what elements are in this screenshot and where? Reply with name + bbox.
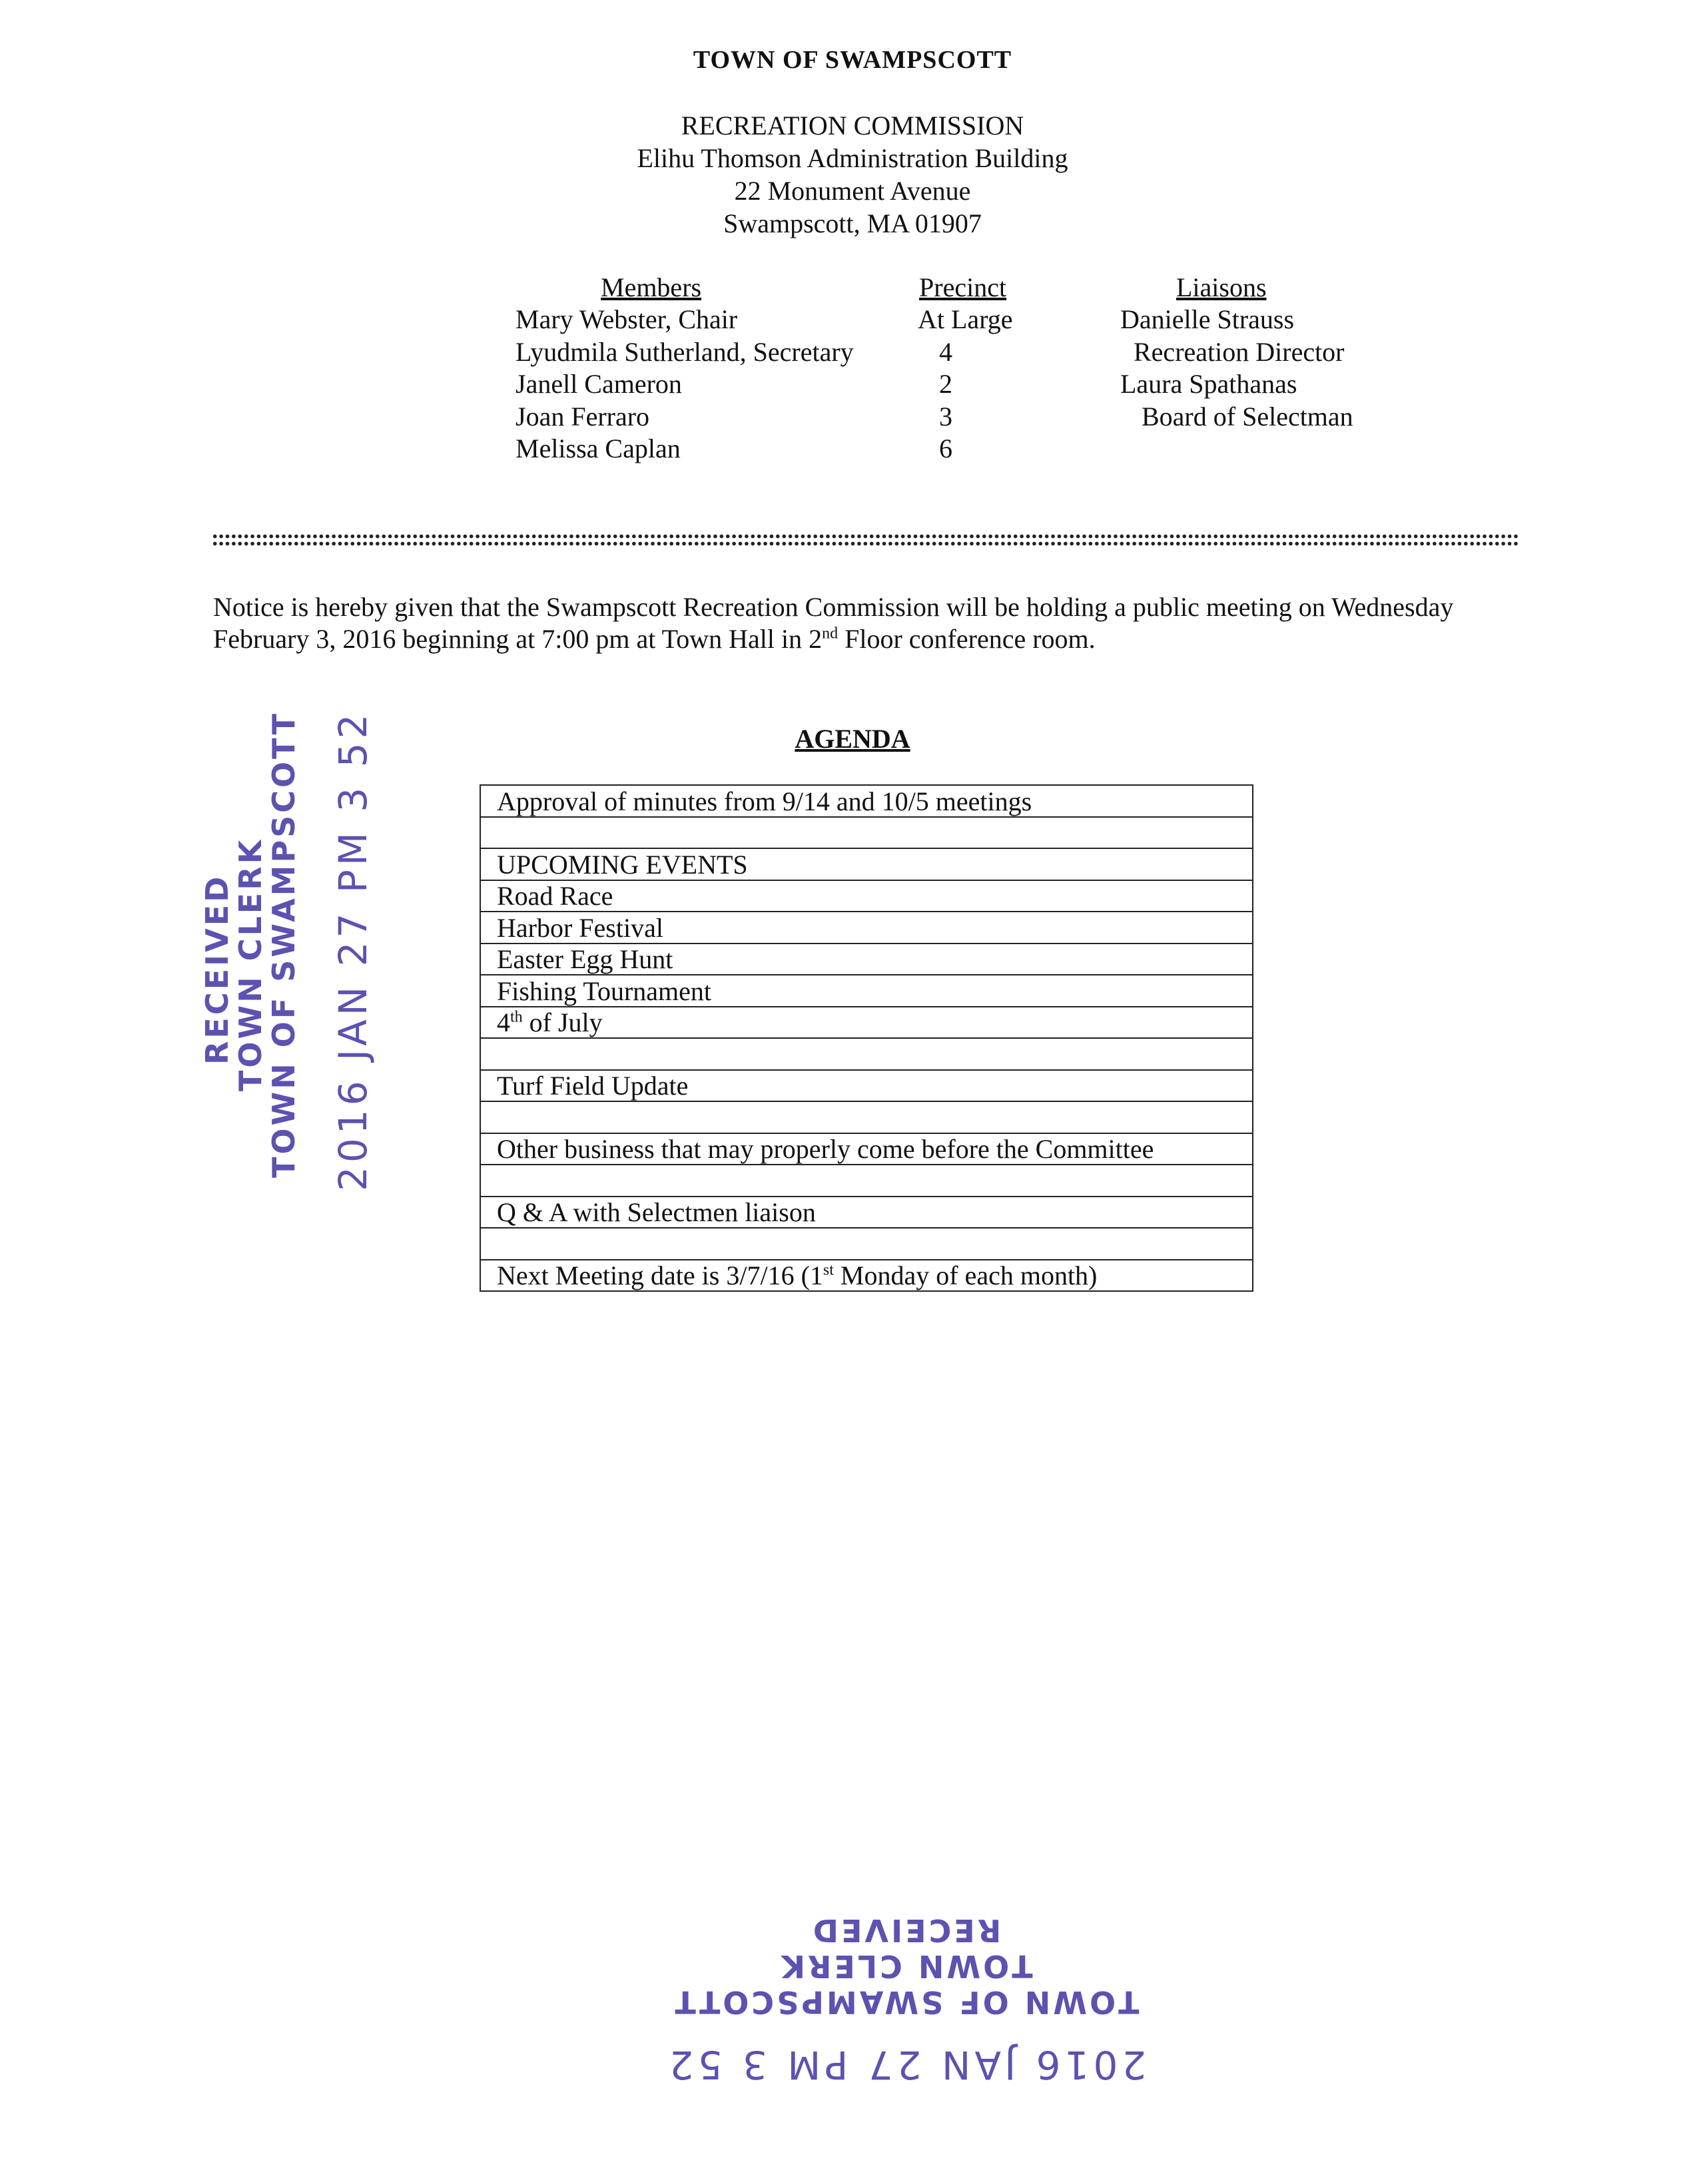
agenda-row — [480, 1133, 1253, 1165]
agenda-row — [480, 1038, 1253, 1070]
document-title: TOWN OF SWAMPSCOTT — [693, 46, 1012, 74]
liaison-name: Laura Spathanas — [1120, 369, 1297, 399]
liaison-name: Danielle Strauss — [1120, 304, 1295, 334]
agenda-row — [480, 1101, 1253, 1133]
liaisons-heading: Liaisons — [1176, 272, 1267, 302]
liaisons-list — [1120, 304, 1353, 433]
city-address: Swampscott, MA 01907 — [723, 208, 982, 238]
member-precinct: 4 — [939, 336, 952, 367]
july-number: 4 — [497, 1007, 510, 1037]
member-name: Janell Cameron — [515, 369, 682, 399]
agenda-item — [480, 1260, 1253, 1292]
stamp-line-4: 2016 JAN 27 PM 3 52 — [330, 710, 376, 1191]
agenda-row — [480, 1070, 1253, 1102]
notice-line-2 — [213, 623, 1532, 655]
notice-text: Floor conference room. — [838, 624, 1096, 654]
agenda-item — [480, 1038, 1253, 1070]
agenda-row — [480, 1228, 1253, 1260]
agenda-row — [480, 1007, 1253, 1039]
member-name: Joan Ferraro — [515, 401, 650, 431]
agenda-item: Fishing Tournament — [480, 975, 1253, 1007]
agenda-item: Q & A with Selectmen liaison — [480, 1197, 1253, 1228]
commission-name: RECREATION COMMISSION — [681, 111, 1024, 140]
agenda-item: Road Race — [480, 880, 1253, 912]
members-heading: Members — [601, 272, 702, 302]
july-text: of July — [522, 1007, 603, 1037]
stamp-line-3: TOWN OF SWAMPSCOTT — [266, 711, 302, 1178]
agenda-item: Easter Egg Hunt — [480, 944, 1253, 975]
agenda-row — [480, 848, 1253, 880]
precinct-heading: Precinct — [919, 272, 1007, 302]
member-name: Melissa Caplan — [515, 433, 681, 463]
agenda-row — [480, 912, 1253, 944]
agenda-item — [480, 1165, 1253, 1197]
agenda-item: Turf Field Update — [480, 1070, 1253, 1102]
agenda-row — [480, 880, 1253, 912]
ordinal-suffix: nd — [822, 625, 839, 643]
street-address: 22 Monument Avenue — [734, 176, 971, 206]
liaison-role: Board of Selectman — [1142, 401, 1353, 431]
stamp-inv-line-1: RECEIVED — [810, 1912, 1002, 1948]
agenda-table — [480, 784, 1253, 1292]
agenda-item — [480, 1101, 1253, 1133]
stamp-line-1: RECEIVED — [199, 874, 236, 1065]
member-precinct: At Large — [918, 304, 1013, 334]
building-name: Elihu Thomson Administration Building — [637, 143, 1068, 173]
stamp-line-2: TOWN CLERK — [232, 837, 269, 1091]
notice-line-1: Notice is hereby given that the Swampscott Recreation Commission will be holding a public meeting on Wednesday — [213, 592, 1454, 622]
precinct-list — [918, 304, 1013, 465]
member-precinct: 2 — [939, 369, 952, 399]
next-meeting-text: Next Meeting date is 3/7/16 (1 — [497, 1260, 823, 1290]
meeting-notice — [213, 591, 1532, 655]
agenda-row — [480, 785, 1253, 817]
member-precinct: 6 — [939, 433, 952, 463]
stamp-inv-line-4: 2016 JAN 27 PM 3 52 — [665, 2042, 1147, 2087]
agenda-item — [480, 817, 1253, 849]
agenda-item: UPCOMING EVENTS — [480, 848, 1253, 880]
ordinal-suffix: th — [510, 1008, 523, 1026]
ordinal-suffix: st — [823, 1261, 834, 1279]
member-precinct: 3 — [939, 401, 952, 431]
received-stamp-inverted — [665, 1891, 1147, 2091]
next-meeting-text: Monday of each month) — [833, 1260, 1098, 1290]
agenda-row — [480, 944, 1253, 975]
agenda-item — [480, 1228, 1253, 1260]
agenda-item: Harbor Festival — [480, 912, 1253, 944]
agenda-row — [480, 1260, 1253, 1292]
received-stamp-graphic — [186, 710, 413, 1218]
agenda-item: Approval of minutes from 9/14 and 10/5 meetings — [480, 785, 1253, 817]
member-name: Lyudmila Sutherland, Secretary — [515, 336, 854, 367]
received-stamp — [180, 710, 406, 1205]
received-stamp-inverted-graphic — [665, 1904, 1147, 2103]
members-list — [515, 304, 854, 465]
stamp-inv-line-2: TOWN CLERK — [779, 1948, 1033, 1984]
agenda-row — [480, 975, 1253, 1007]
member-name: Mary Webster, Chair — [515, 304, 738, 334]
agenda-item — [480, 1007, 1253, 1039]
dotted-divider — [212, 533, 1520, 555]
agenda-row — [480, 1165, 1253, 1197]
agenda-title: AGENDA — [795, 724, 910, 754]
stamp-inv-line-3: TOWN OF SWAMPSCOTT — [672, 1984, 1140, 2020]
agenda-row — [480, 817, 1253, 849]
address-block — [0, 109, 1705, 240]
agenda-row — [480, 1197, 1253, 1228]
notice-text: February 3, 2016 beginning at 7:00 pm at Town Hall in 2 — [213, 624, 823, 654]
liaison-role: Recreation Director — [1134, 336, 1345, 367]
agenda-item: Other business that may properly come before the Committee — [480, 1133, 1253, 1165]
